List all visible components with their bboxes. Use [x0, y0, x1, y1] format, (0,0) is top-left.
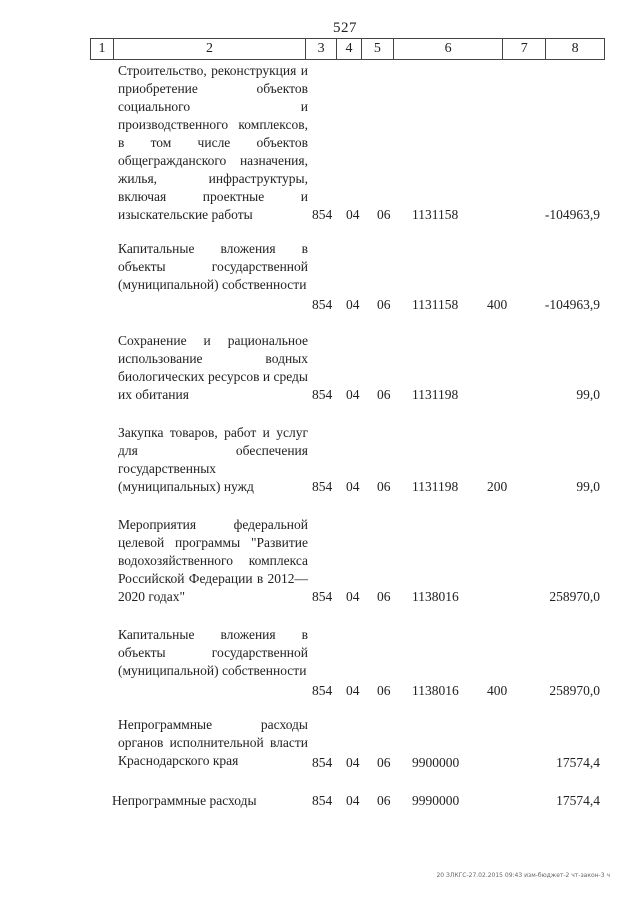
header-col-7: 7 — [502, 39, 545, 59]
row-subsection: 06 — [377, 755, 391, 770]
row-code: 854 — [312, 479, 333, 494]
row-subsection: 06 — [377, 387, 391, 402]
row-article: 1131198 — [412, 479, 459, 494]
row-amount: 258970,0 — [549, 589, 600, 604]
row-subsection: 06 — [377, 207, 391, 222]
row-article: 1131158 — [412, 207, 459, 222]
row-description: Непрограммные расходы органов исполнительной власти Краснодарского края — [118, 717, 308, 768]
row-section: 04 — [346, 387, 360, 402]
row-section: 04 — [346, 755, 360, 770]
row-description: Сохранение и рациональное использование водных биологических ресурсов и среды их обитания — [118, 333, 308, 402]
row-description: Капитальные вложения в объекты государственной (муниципальной) собственности — [118, 627, 308, 678]
row-description: Мероприятия федеральной целевой программы "Развитие водохозяйственного комплекса Российской Федерации в 2012—2020 годах" — [118, 517, 308, 604]
row-code: 854 — [312, 683, 333, 698]
row-expense-type: 200 — [487, 479, 508, 494]
row-expense-type: 400 — [487, 683, 508, 698]
header-col-4: 4 — [336, 39, 361, 59]
row-amount: 99,0 — [576, 479, 600, 494]
row-code: 854 — [312, 589, 333, 604]
row-section: 04 — [346, 479, 360, 494]
header-col-6: 6 — [393, 39, 503, 59]
row-article: 1138016 — [412, 589, 459, 604]
row-amount: -104963,9 — [544, 207, 600, 222]
row-article: 9900000 — [412, 755, 460, 770]
row-amount: 99,0 — [576, 387, 600, 402]
footer-stamp: 20 ЗЛКГС-27.02.2015 09:43 изм-бюджет-2 чт-закон-3 ч — [436, 872, 610, 879]
row-description: Закупка товаров, работ и услуг для обеспечения государственных (муниципальных) нужд — [118, 425, 308, 494]
header-col-2: 2 — [113, 39, 305, 59]
row-code: 854 — [312, 207, 333, 222]
header-col-5: 5 — [361, 39, 393, 59]
row-article: 1131198 — [412, 387, 459, 402]
row-code: 854 — [312, 793, 333, 808]
row-description: Строительство, реконструкция и приобретение объектов социального и производственного комплексов, в том числе объектов общегражданского назначения, жилья, инфраструктуры, включая проектные и изыскательские работы — [118, 63, 308, 222]
row-description: Непрограммные расходы — [112, 793, 257, 808]
row-article: 1138016 — [412, 683, 459, 698]
row-amount: 258970,0 — [549, 683, 600, 698]
row-section: 04 — [346, 793, 360, 808]
row-article: 9990000 — [412, 793, 460, 808]
row-subsection: 06 — [377, 589, 391, 604]
row-subsection: 06 — [377, 683, 391, 698]
row-subsection: 06 — [377, 793, 391, 808]
row-amount: 17574,4 — [556, 793, 600, 808]
row-section: 04 — [346, 683, 360, 698]
row-amount: 17574,4 — [556, 755, 600, 770]
row-code: 854 — [312, 387, 333, 402]
page-number: 527 — [333, 20, 357, 36]
row-expense-type: 400 — [487, 297, 508, 312]
row-amount: -104963,9 — [544, 297, 600, 312]
row-section: 04 — [346, 207, 360, 222]
row-subsection: 06 — [377, 479, 391, 494]
header-col-8: 8 — [545, 39, 604, 59]
row-subsection: 06 — [377, 297, 391, 312]
row-description: Капитальные вложения в объекты государственной (муниципальной) собственности — [118, 241, 308, 292]
row-code: 854 — [312, 755, 333, 770]
header-col-1: 1 — [98, 41, 106, 56]
table-header — [90, 38, 605, 60]
row-article: 1131158 — [412, 297, 459, 312]
row-section: 04 — [346, 589, 360, 604]
row-code: 854 — [312, 297, 333, 312]
header-col-3: 3 — [305, 39, 336, 59]
row-section: 04 — [346, 297, 360, 312]
